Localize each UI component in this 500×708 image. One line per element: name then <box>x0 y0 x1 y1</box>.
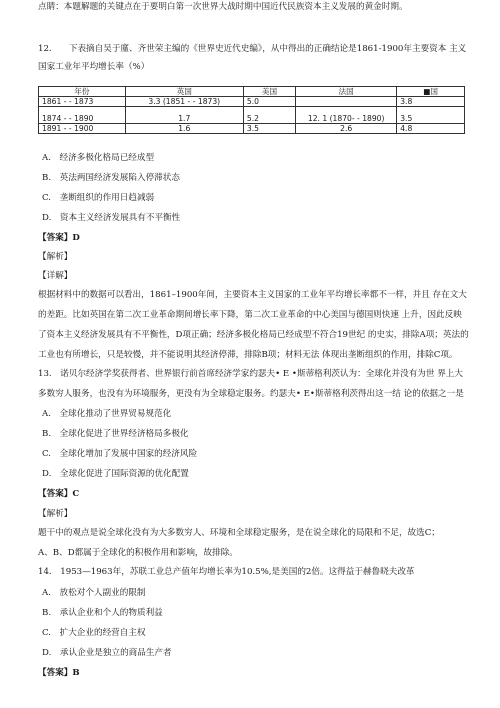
table-header: 英国 <box>125 87 243 97</box>
table-cell: 1.6 <box>125 124 243 134</box>
question-13-stem: 13. 诺贝尔经济学奖获得者、世界银行前首席经济学家约瑟夫• E •斯蒂格利茨认为：全球化并没有为世 界上大 <box>38 369 463 379</box>
option-d: D. 资本主义经济发展具有不平衡性 <box>42 213 181 223</box>
table-cell: 3.3 (1851 - - 1873) <box>125 97 243 107</box>
option-c: C. 全球化增加了发展中国家的经济风险 <box>42 449 198 459</box>
table-cell: 3.5 <box>397 107 465 124</box>
analysis-label: 【解析】 <box>38 509 73 519</box>
table-header: 美国 <box>243 87 295 97</box>
table-cell: 3.5 <box>243 124 295 134</box>
note-line: 点睛：本题解题的关键点在于要明白第一次世界大战时期中国近代民族资本主义发展的黄金时期。 <box>38 2 408 12</box>
option-c: C. 扩大企业的经营自主权 <box>42 628 146 638</box>
growth-rate-table <box>38 86 465 134</box>
analysis-label: 【解析】 <box>38 252 73 262</box>
table-header: 法国 <box>296 87 397 97</box>
option-b: B. 全球化促进了世界经济格局多极化 <box>42 429 189 439</box>
table-cell: 4.8 <box>397 124 465 134</box>
table-header: ■国 <box>397 87 465 97</box>
detail-text: 工业也有所增长，只是较慢，并不能说明其经济停滞，排除B项；材料无法 体现出垄断组织的作用，排除C项。 <box>38 350 458 360</box>
table-cell: 5.2 <box>243 107 295 124</box>
detail-text: 了资本主义经济发展具有不平衡性，D项正确；经济多极化格局已经成型不符合19世纪 的史实，排除A项；英法的 <box>38 330 469 340</box>
table-cell: 2.6 <box>296 124 397 134</box>
table-row <box>39 124 465 134</box>
answer-label: 【答案】D <box>38 233 80 243</box>
analysis-text: 题干中的观点是说全球化没有为大多数穷人、环境和全球稳定服务，是在说全球化的局限和不足，故选C； <box>38 528 440 538</box>
option-c: C. 垄断组织的作用日趋减弱 <box>42 193 155 203</box>
option-b: B. 英法两国经济发展陷入停滞状态 <box>42 173 180 183</box>
detail-label: 【详解】 <box>38 271 73 281</box>
table-cell <box>296 97 397 107</box>
answer-label: 【答案】B <box>38 668 80 678</box>
detail-text: 根据材料中的数据可以看出，1861–1900年间，主要资本主义国家的工业年平均增长率都不一样，并且 存在文大 <box>38 290 467 300</box>
table-cell: 1861 - - 1873 <box>39 97 126 107</box>
question-12-stem: 12. 下表摘自吴于廑、齐世荣主编的《世界史近代史编》，从中得出的正确结论是1861-1900年主要资本 主义 <box>38 44 467 54</box>
table-cell: 1.7 <box>125 107 243 124</box>
question-12-stem-cont: 国家工业年平均增长率（%） <box>38 62 150 72</box>
option-a: A. 放松对个人副业的限制 <box>42 588 146 598</box>
table-row <box>39 97 465 107</box>
option-a: A. 全球化推动了世界贸易规范化 <box>42 409 172 419</box>
question-13-stem-cont: 多数穷人服务，也没有为环境服务，更没有为全球稳定服务。约瑟夫• E•斯蒂格利茨得出这一结 论的依据之一是 <box>38 389 464 399</box>
option-b: B. 承认企业和个人的物质利益 <box>42 608 163 618</box>
analysis-text: A、B、D都属于全球化的积极作用和影响，故排除。 <box>38 548 238 558</box>
question-14-stem: 14. 1953—1963年，苏联工业总产值年均增长率为10.5%,是美国的2倍。这得益于赫鲁晓夫改革 <box>38 567 415 577</box>
table-header: 年份 <box>39 87 126 97</box>
option-a: A. 经济多极化格局已经成型 <box>42 153 155 163</box>
table-cell: 5.0 <box>243 97 295 107</box>
table-cell: 3.8 <box>397 97 465 107</box>
option-d: D. 承认企业是独立的商品生产者 <box>42 648 172 658</box>
table-cell: 1891 - - 1900 <box>39 124 126 134</box>
detail-text: 的差距。比如英国在第二次工业革命期间增长率下降，第二次工业革命的中心美国与德国则快速 上升，因此反映 <box>38 310 462 320</box>
table-cell: 12. 1 (1870- - 1890) <box>296 107 397 124</box>
answer-label: 【答案】C <box>38 489 80 499</box>
table-cell: 1874 - - 1890 <box>39 107 126 124</box>
option-d: D. 全球化促进了国际资源的优化配置 <box>42 469 189 479</box>
table-header-row <box>39 87 465 97</box>
table-row <box>39 107 465 124</box>
